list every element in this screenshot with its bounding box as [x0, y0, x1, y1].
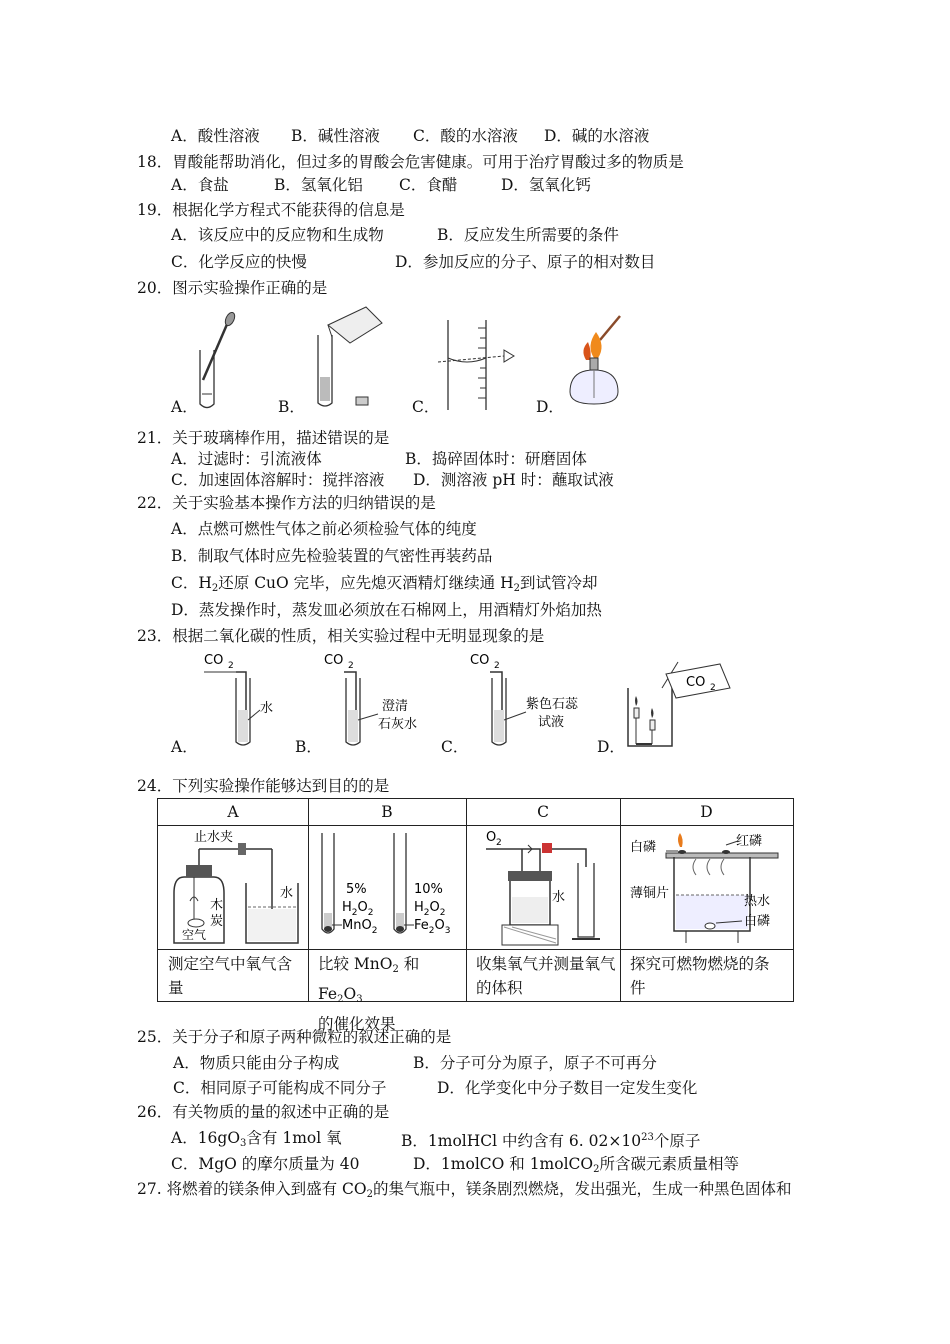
q24-caption-d: 探究可燃物燃烧的条件 — [630, 955, 770, 997]
q23-label-b: B． — [295, 738, 322, 756]
q24-header-c: C — [537, 803, 549, 821]
q25-stem: 25．关于分子和原子两种微粒的叙述正确的是 — [137, 1028, 452, 1046]
q25-option-c: C．相同原子可能构成不同分子 — [173, 1079, 387, 1097]
q24-fig-a — [164, 827, 304, 947]
q22-option-a: A．点燃可燃性气体之前必须检验气体的纯度 — [171, 520, 477, 538]
q24-caption-c: 收集氧气并测量氧气的体积 — [476, 955, 616, 997]
svg-text:H2O2: $H_2O_2$ — [414, 900, 446, 918]
q20-label-b: B． — [278, 398, 305, 416]
q24-fig-d — [626, 827, 788, 949]
q18-option-b: B．氢氧化铝 — [274, 176, 363, 194]
q18-option-a: A．食盐 — [171, 176, 229, 194]
q17-option-b: B．碱性溶液 — [291, 127, 380, 145]
q23-label-a: A． — [171, 738, 198, 756]
svg-text:白磷: 白磷 — [744, 914, 771, 929]
svg-text:2: 2 — [228, 661, 234, 671]
q23-fig-c — [468, 648, 588, 748]
q21-stem: 21．关于玻璃棒作用，描述错误的是 — [137, 429, 390, 447]
svg-text:Fe2O3: $Fe_2O_3$ — [414, 918, 451, 936]
q24-caption-a: 测定空气中氧气含量 — [168, 955, 293, 997]
q20-label-a: A． — [171, 398, 198, 416]
svg-text:CO: CO — [204, 653, 224, 668]
svg-text:石灰水: 石灰水 — [378, 717, 418, 732]
q23-fig-d — [622, 658, 736, 750]
q26-option-c: C．MgO 的摩尔质量为 40 — [171, 1155, 360, 1173]
q25-option-b: B．分子可分为原子，原子不可再分 — [413, 1054, 657, 1072]
svg-text:澄清: 澄清 — [382, 699, 409, 714]
q21-option-c: C．加速固体溶解时：搅拌溶液 — [171, 471, 385, 489]
q24-caption-b: 比较 MnO$_2$ 和 $Fe_2O_3$ 的催化效果 — [318, 955, 420, 1033]
svg-text:水: 水 — [552, 890, 566, 905]
svg-text:止水夹: 止水夹 — [194, 830, 234, 845]
q20-fig-b-pouring — [306, 305, 386, 413]
q24-header-b: B — [381, 803, 393, 821]
q22-stem: 22．关于实验基本操作方法的归纳错误的是 — [137, 494, 436, 512]
q20-fig-a-dropper — [190, 312, 240, 412]
q21-option-d: D．测溶液 pH 时：蘸取试液 — [413, 471, 614, 489]
q26-stem: 26．有关物质的量的叙述中正确的是 — [137, 1103, 390, 1121]
q17-option-c: C．酸的水溶液 — [413, 127, 518, 145]
svg-text:O: O — [486, 830, 497, 845]
svg-text:5%: 5% — [346, 882, 367, 897]
q23-label-d: D． — [597, 738, 625, 756]
svg-text:红磷: 红磷 — [736, 834, 763, 849]
svg-text:紫色石蕊: 紫色石蕊 — [526, 697, 579, 712]
q27-stem: 27. 将燃着的镁条伸入到盛有 $CO_2$的集气瓶中，镁条剧烈燃烧，发出强光，生成一种黑色固体和 — [137, 1180, 792, 1200]
q17-option-a: A．酸性溶液 — [171, 127, 260, 145]
svg-text:木: 木 — [210, 898, 224, 913]
svg-text:水: 水 — [260, 701, 274, 716]
q26-option-a: A．$16gO_3$含有 1mol 氧 — [171, 1129, 342, 1149]
q21-option-a: A．过滤时：引流液体 — [171, 450, 322, 468]
q18-stem: 18．胃酸能帮助消化，但过多的胃酸会危害健康。可用于治疗胃酸过多的物质是 — [137, 153, 684, 171]
svg-text:空气: 空气 — [182, 928, 207, 942]
q23-fig-a — [202, 648, 292, 748]
q20-label-c: C． — [412, 398, 440, 416]
svg-text:2: 2 — [710, 683, 716, 693]
q24-fig-c — [472, 827, 616, 947]
q24-header-a: A — [227, 803, 239, 821]
q23-fig-b — [322, 648, 432, 748]
q20-fig-d-lamp — [560, 312, 632, 412]
svg-text:2: 2 — [348, 661, 354, 671]
q25-option-a: A．物质只能由分子构成 — [173, 1054, 340, 1072]
svg-text:白磷: 白磷 — [630, 840, 657, 855]
q19-option-a: A．该反应中的反应物和生成物 — [171, 226, 384, 244]
svg-text:CO: CO — [324, 653, 344, 668]
q22-option-d: D．蒸发操作时，蒸发皿必须放在石棉网上，用酒精灯外焰加热 — [171, 601, 602, 619]
q19-option-d: D．参加反应的分子、原子的相对数目 — [395, 253, 656, 271]
q24-header-d: D — [700, 803, 713, 821]
svg-text:薄铜片: 薄铜片 — [630, 886, 670, 901]
q24-table — [157, 798, 794, 1033]
svg-text:CO: CO — [470, 653, 490, 668]
q19-option-c: C．化学反应的快慢 — [171, 253, 307, 271]
svg-text:水: 水 — [280, 886, 294, 901]
q26-option-d: D．1molCO 和 1molCO$_2$所含碳元素质量相等 — [413, 1155, 740, 1175]
q20-stem: 20．图示实验操作正确的是 — [137, 279, 328, 297]
svg-text:试液: 试液 — [538, 715, 565, 730]
q20-fig-c-reading — [438, 318, 518, 412]
q24-stem: 24．下列实验操作能够达到目的的是 — [137, 777, 390, 795]
svg-text:2: 2 — [496, 838, 502, 848]
svg-text:2: 2 — [494, 661, 500, 671]
q20-label-d: D． — [536, 398, 564, 416]
q23-stem: 23．根据二氧化碳的性质，相关实验过程中无明显现象的是 — [137, 627, 545, 645]
q17-option-d: D．碱的水溶液 — [544, 127, 650, 145]
svg-text:MnO2: MnO$_2$ — [342, 918, 378, 936]
svg-text:H2O2: $H_2O_2$ — [342, 900, 374, 918]
q19-stem: 19．根据化学方程式不能获得的信息是 — [137, 201, 405, 219]
q19-option-b: B．反应发生所需要的条件 — [437, 226, 619, 244]
q26-option-b: B．1molHCl 中约含有 6. $02\times 10^{23}$个原子 — [401, 1132, 701, 1150]
q23-label-c: C． — [441, 738, 469, 756]
q18-option-c: C．食醋 — [399, 176, 458, 194]
q18-option-d: D．氢氧化钙 — [501, 176, 591, 194]
svg-text:炭: 炭 — [210, 914, 224, 929]
q21-option-b: B．捣碎固体时：研磨固体 — [405, 450, 587, 468]
svg-text:10%: 10% — [414, 882, 443, 897]
q22-option-b: B．制取气体时应先检验装置的气密性再装药品 — [171, 547, 493, 565]
svg-text:CO: CO — [686, 675, 706, 690]
svg-text:热水: 热水 — [744, 894, 771, 909]
q24-fig-b — [314, 829, 462, 947]
q25-option-d: D．化学变化中分子数目一定发生变化 — [437, 1079, 698, 1097]
q22-option-c: C．$H_2$还原 CuO 完毕，应先熄灭酒精灯继续通 $H_2$到试管冷却 — [171, 574, 598, 594]
